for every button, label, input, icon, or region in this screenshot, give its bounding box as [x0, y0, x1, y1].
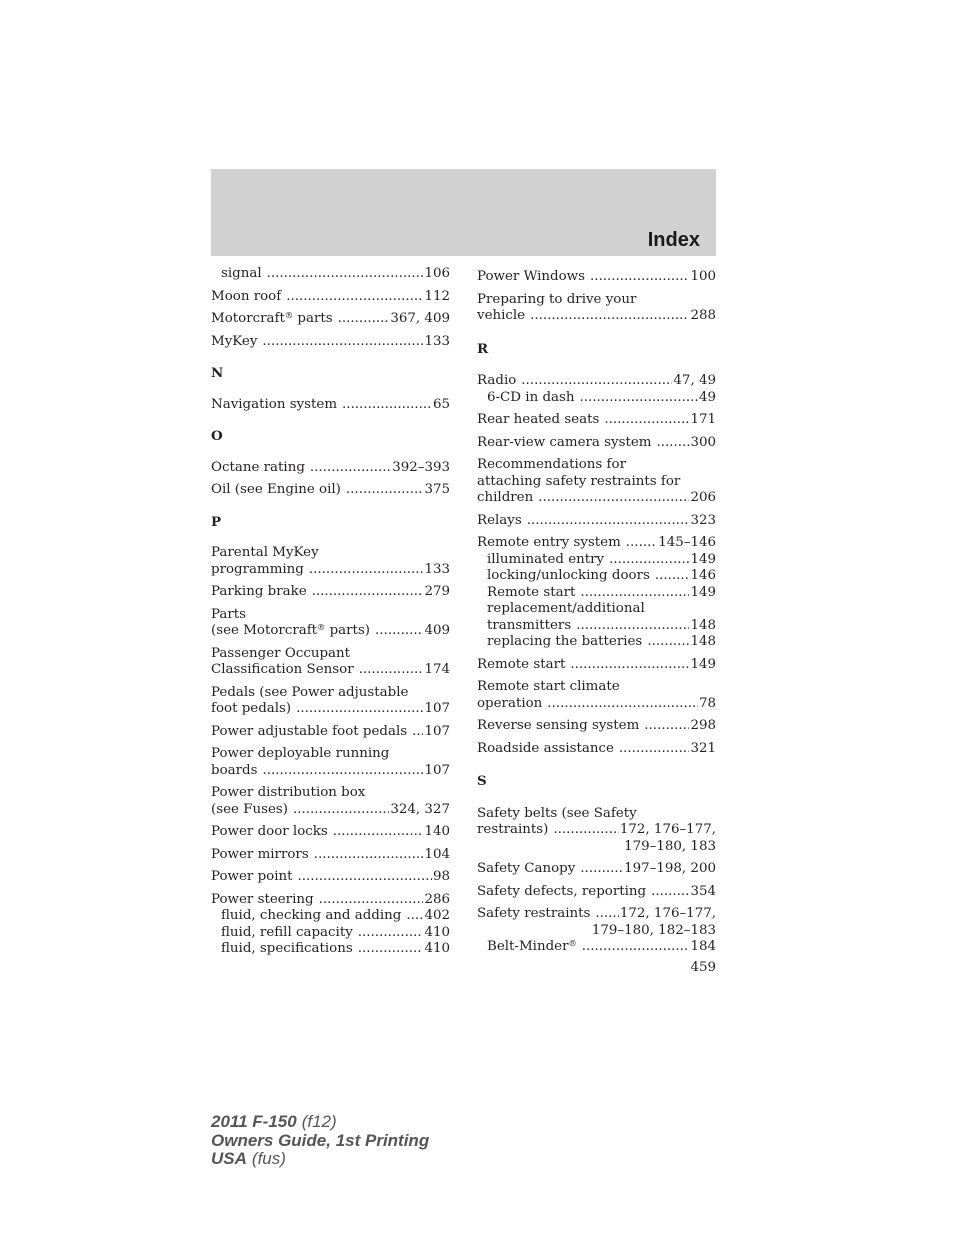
page-reference: 104: [424, 846, 450, 862]
index-line: [477, 474, 716, 491]
index-line: [477, 585, 716, 602]
footer-market: USA: [211, 1149, 247, 1168]
footer-guide: Owners Guide, 1st Printing: [211, 1130, 430, 1150]
dot-leader: [582, 939, 690, 956]
index-entry: [211, 646, 450, 679]
index-entry: [477, 513, 716, 530]
index-entry: [211, 892, 450, 958]
entry-label: Power adjustable foot pedals: [211, 723, 408, 739]
dot-leader: [647, 634, 689, 651]
dot-leader: [267, 266, 424, 283]
page-reference: 47, 49: [673, 373, 716, 388]
index-line: [477, 741, 716, 758]
dot-leader: [312, 584, 424, 601]
footer-imprint: [211, 1113, 429, 1169]
index-entry: [211, 785, 450, 818]
index-line: [477, 513, 716, 530]
page-reference: 148: [690, 634, 716, 649]
dot-leader: [262, 334, 423, 351]
dot-leader: [375, 623, 423, 640]
dot-leader: [262, 763, 423, 780]
dot-leader: [298, 869, 432, 886]
entry-label: (see Motorcraft® parts): [211, 621, 371, 638]
entry-label: illuminated entry: [487, 551, 605, 567]
dot-leader: [296, 701, 423, 718]
index-line: [477, 308, 716, 325]
index-line: [477, 435, 716, 452]
page-reference: 323: [690, 512, 716, 528]
entry-label: Motorcraft® parts: [211, 309, 333, 326]
entry-label: foot pedals): [211, 701, 292, 716]
entry-label: 6-CD in dash: [487, 389, 575, 405]
page-reference: 140: [424, 824, 450, 839]
page-reference: 179–180, 182–183: [591, 922, 716, 938]
index-entry: [211, 545, 450, 578]
page-reference: 149: [690, 551, 716, 567]
page-reference: 197–198, 200: [624, 861, 716, 876]
index-line: [211, 562, 450, 579]
page-reference: 354: [690, 883, 716, 899]
index-line: [211, 724, 450, 741]
page-reference: 286: [424, 891, 450, 907]
page-reference: 133: [424, 333, 450, 349]
page-reference: 367, 409: [390, 311, 450, 326]
page-reference: 298: [690, 718, 716, 733]
entry-label: Power mirrors: [211, 846, 309, 862]
entry-label: Preparing to drive your: [477, 291, 637, 307]
index-line: [211, 623, 450, 640]
dot-leader: [644, 718, 689, 735]
dot-leader: [655, 568, 690, 585]
page-reference: 106: [424, 266, 450, 281]
registered-mark: ®: [568, 937, 577, 948]
index-line: [477, 457, 716, 474]
entry-label: restraints): [477, 822, 549, 837]
entry-label: Passenger Occupant: [211, 645, 350, 661]
index-entry: [477, 412, 716, 429]
entry-label: Pedals (see Power adjustable: [211, 684, 409, 700]
dot-leader: [314, 847, 424, 864]
entry-label: Remote entry system: [477, 535, 621, 550]
dot-leader: [595, 906, 618, 923]
index-line: [477, 634, 716, 651]
page-reference: 133: [424, 561, 450, 577]
entry-label: replacing the batteries: [487, 634, 643, 649]
index-line: [211, 397, 450, 414]
index-line: [477, 906, 716, 923]
entry-label: fluid, checking and adding: [221, 908, 402, 923]
section-letter: O: [211, 428, 223, 444]
page-reference: 49: [698, 389, 716, 405]
dot-leader: [406, 908, 423, 925]
page-reference: 321: [690, 740, 716, 756]
index-column-right: [477, 269, 716, 962]
entry-label: Relays: [477, 512, 522, 528]
entry-label: operation: [477, 695, 543, 711]
dot-leader: [590, 269, 689, 286]
index-line: [211, 701, 450, 718]
dot-leader: [609, 552, 689, 569]
dot-leader: [553, 822, 619, 839]
page-reference: 78: [698, 695, 716, 711]
index-line: [211, 646, 450, 663]
index-line: [211, 802, 450, 819]
entry-label: Rear heated seats: [477, 412, 600, 427]
index-entry: [477, 806, 716, 856]
dot-leader: [412, 724, 423, 741]
dot-leader: [651, 884, 689, 901]
entry-label: Reverse sensing system: [477, 718, 640, 733]
page-reference: 146: [690, 568, 716, 583]
index-entry: [211, 746, 450, 779]
entry-label: locking/unlocking doors: [487, 568, 650, 583]
page-reference: 288: [690, 308, 716, 323]
dot-leader: [580, 390, 698, 407]
entry-label: Rear-view camera system: [477, 434, 652, 450]
entry-label: Power distribution box: [211, 785, 366, 800]
page-reference: 410: [424, 924, 450, 940]
entry-label: Safety Canopy: [477, 861, 576, 876]
dot-leader: [576, 618, 689, 635]
index-line: [477, 390, 716, 407]
entry-label: Oil (see Engine oil): [211, 482, 341, 497]
index-entry: [477, 373, 716, 406]
page-reference: 107: [424, 701, 450, 716]
page-reference: 375: [424, 482, 450, 497]
dot-leader: [530, 308, 689, 325]
dot-leader: [547, 696, 698, 713]
footer-market-code: (fus): [251, 1149, 286, 1168]
dot-leader: [286, 289, 423, 306]
index-line: [211, 266, 450, 283]
index-entry: [477, 679, 716, 712]
dot-leader: [570, 657, 689, 674]
index-entry: [211, 266, 450, 283]
index-entry: [477, 741, 716, 758]
page-reference: 324, 327: [390, 801, 450, 817]
index-entry: [211, 397, 450, 414]
footer-line-market: [211, 1150, 429, 1169]
footer-model-code: (f12): [301, 1112, 337, 1131]
section-letter: R: [477, 340, 489, 357]
entry-label: Remote start: [487, 584, 576, 600]
entry-label: Power door locks: [211, 824, 328, 839]
entry-label: fluid, specifications: [221, 941, 353, 956]
section-letter: P: [211, 513, 222, 530]
page-reference: 112: [424, 288, 450, 304]
header-title: Index: [647, 229, 700, 251]
index-entry: [477, 718, 716, 735]
index-line: [477, 618, 716, 635]
section-letter: N: [211, 365, 224, 381]
dot-leader: [626, 535, 657, 552]
page-reference: 172, 176–177,: [619, 906, 716, 921]
entry-label: Safety belts (see Safety: [477, 805, 637, 821]
index-entry: [477, 535, 716, 651]
index-line: [477, 552, 716, 569]
dot-leader: [293, 802, 389, 819]
entry-label: Power Windows: [477, 269, 585, 284]
entry-label: Parental MyKey: [211, 545, 319, 560]
index-line: [211, 584, 450, 601]
dot-leader: [527, 513, 690, 530]
dot-leader: [358, 925, 424, 942]
entry-label: Power steering: [211, 891, 314, 907]
index-line: [477, 861, 716, 878]
entry-label: children: [477, 490, 534, 505]
index-line: [211, 607, 450, 624]
footer-model: 2011 F-150: [211, 1112, 297, 1131]
index-line: [477, 568, 716, 585]
entry-label: Octane rating: [211, 459, 305, 475]
entry-label: signal: [221, 266, 262, 281]
entry-label: Parking brake: [211, 584, 307, 599]
page-reference: 206: [690, 490, 716, 505]
entry-label: fluid, refill capacity: [221, 924, 353, 940]
index-entry: [211, 724, 450, 741]
registered-mark: ®: [317, 621, 326, 632]
index-line: [211, 785, 450, 802]
index-line: [211, 662, 450, 679]
page-reference: 98: [432, 869, 450, 884]
footer-line-model: [211, 1113, 429, 1132]
page-reference: 392–393: [392, 459, 450, 475]
page-reference: 145–146: [658, 535, 716, 550]
index-line: [477, 839, 716, 856]
page-reference: 65: [432, 396, 450, 412]
index-entry: [211, 289, 450, 306]
page-reference: 174: [424, 662, 450, 677]
entry-label: boards: [211, 762, 258, 778]
page-reference: 107: [424, 762, 450, 778]
entry-label: Recommendations for: [477, 457, 626, 472]
dot-leader: [359, 662, 424, 679]
index-entry: [477, 292, 716, 325]
footer-line-guide: [211, 1132, 429, 1151]
entry-label: programming: [211, 561, 304, 577]
dot-leader: [580, 585, 689, 602]
dot-leader: [338, 311, 390, 328]
index-line: [211, 925, 450, 942]
entry-label: Navigation system: [211, 396, 338, 412]
index-line: [477, 718, 716, 735]
index-line: [211, 746, 450, 763]
page-reference: 149: [690, 584, 716, 600]
page-reference: 279: [424, 584, 450, 599]
page-reference: 148: [690, 617, 716, 633]
entry-label: Roadside assistance: [477, 740, 614, 756]
entry-label: Parts: [211, 606, 247, 622]
index-line: [477, 601, 716, 618]
index-line: [477, 412, 716, 429]
index-entry: [477, 269, 716, 286]
page-reference: 409: [424, 623, 450, 638]
entry-label: Safety restraints: [477, 906, 591, 921]
index-entry: [211, 824, 450, 841]
index-entry: [211, 334, 450, 351]
index-line: [211, 482, 450, 499]
page-reference: 300: [690, 434, 716, 450]
entry-label: Safety defects, reporting: [477, 883, 647, 899]
index-entry: [477, 435, 716, 452]
dot-leader: [342, 397, 432, 414]
registered-mark: ®: [284, 309, 294, 320]
index-line: [477, 884, 716, 901]
dot-leader: [604, 412, 689, 429]
index-line: [211, 545, 450, 562]
dot-leader: [580, 861, 623, 878]
page-reference: 149: [690, 656, 716, 672]
index-entry: [211, 847, 450, 864]
entry-label: attaching safety restraints for: [477, 473, 681, 489]
entry-label: Classification Sensor: [211, 662, 354, 677]
index-entry: [477, 457, 716, 507]
index-line: [477, 535, 716, 552]
entry-label: Belt-Minder®: [487, 937, 577, 954]
index-line: [211, 941, 450, 958]
dot-leader: [656, 435, 689, 452]
dot-leader: [310, 460, 391, 477]
index-line: [477, 292, 716, 309]
page-reference: 184: [690, 939, 716, 954]
entry-label: Remote start climate: [477, 679, 620, 694]
page-reference: 172, 176–177,: [619, 822, 716, 837]
entry-label: Remote start: [477, 656, 566, 672]
index-line: [477, 679, 716, 696]
index-line: [477, 657, 716, 674]
page-number: 459: [690, 960, 716, 975]
page-reference: 402: [424, 908, 450, 923]
index-line: [477, 373, 716, 390]
index-line: [211, 908, 450, 925]
index-line: [477, 822, 716, 839]
entry-label: vehicle: [477, 308, 526, 323]
index-line: [477, 923, 716, 940]
page-reference: 107: [424, 723, 450, 739]
dot-leader: [358, 941, 424, 958]
header-band: [211, 169, 716, 256]
entry-label: replacement/additional: [487, 601, 645, 616]
index-line: [211, 869, 450, 886]
index-line: [477, 696, 716, 713]
dot-leader: [619, 741, 690, 758]
entry-label: MyKey: [211, 333, 258, 349]
entry-label: Power point: [211, 869, 293, 884]
index-line: [477, 490, 716, 507]
dot-leader: [538, 490, 689, 507]
page-reference: 179–180, 183: [624, 838, 716, 854]
page-reference: 100: [690, 269, 716, 284]
dot-leader: [346, 482, 424, 499]
index-line: [211, 763, 450, 780]
entry-label: transmitters: [487, 617, 572, 633]
index-entry: [211, 311, 450, 328]
index-line: [477, 806, 716, 823]
dot-leader: [319, 892, 424, 909]
dot-leader: [309, 562, 424, 579]
index-entry: [211, 607, 450, 640]
page-reference: 171: [690, 412, 716, 427]
index-line: [211, 460, 450, 477]
index-entry: [211, 685, 450, 718]
index-line: [211, 824, 450, 841]
index-line: [477, 269, 716, 286]
section-letter: S: [477, 773, 487, 789]
entry-label: (see Fuses): [211, 801, 289, 817]
page-reference: 410: [424, 941, 450, 956]
index-line: [211, 311, 450, 328]
index-line: [211, 685, 450, 702]
index-entry: [477, 884, 716, 901]
entry-label: Power deployable running: [211, 746, 390, 761]
index-entry: [211, 584, 450, 601]
index-entry: [477, 906, 716, 956]
entry-label: Radio: [477, 373, 517, 388]
index-entry: [211, 869, 450, 886]
index-entry: [477, 861, 716, 878]
index-entry: [211, 482, 450, 499]
index-entry: [477, 657, 716, 674]
index-line: [211, 847, 450, 864]
index-line: [211, 892, 450, 909]
dot-leader: [333, 824, 424, 841]
dot-leader: [521, 373, 672, 390]
index-line: [211, 289, 450, 306]
index-entry: [211, 460, 450, 477]
index-column-left: [211, 266, 450, 964]
index-line: [211, 334, 450, 351]
index-line: [477, 939, 716, 956]
entry-label: Moon roof: [211, 288, 282, 304]
